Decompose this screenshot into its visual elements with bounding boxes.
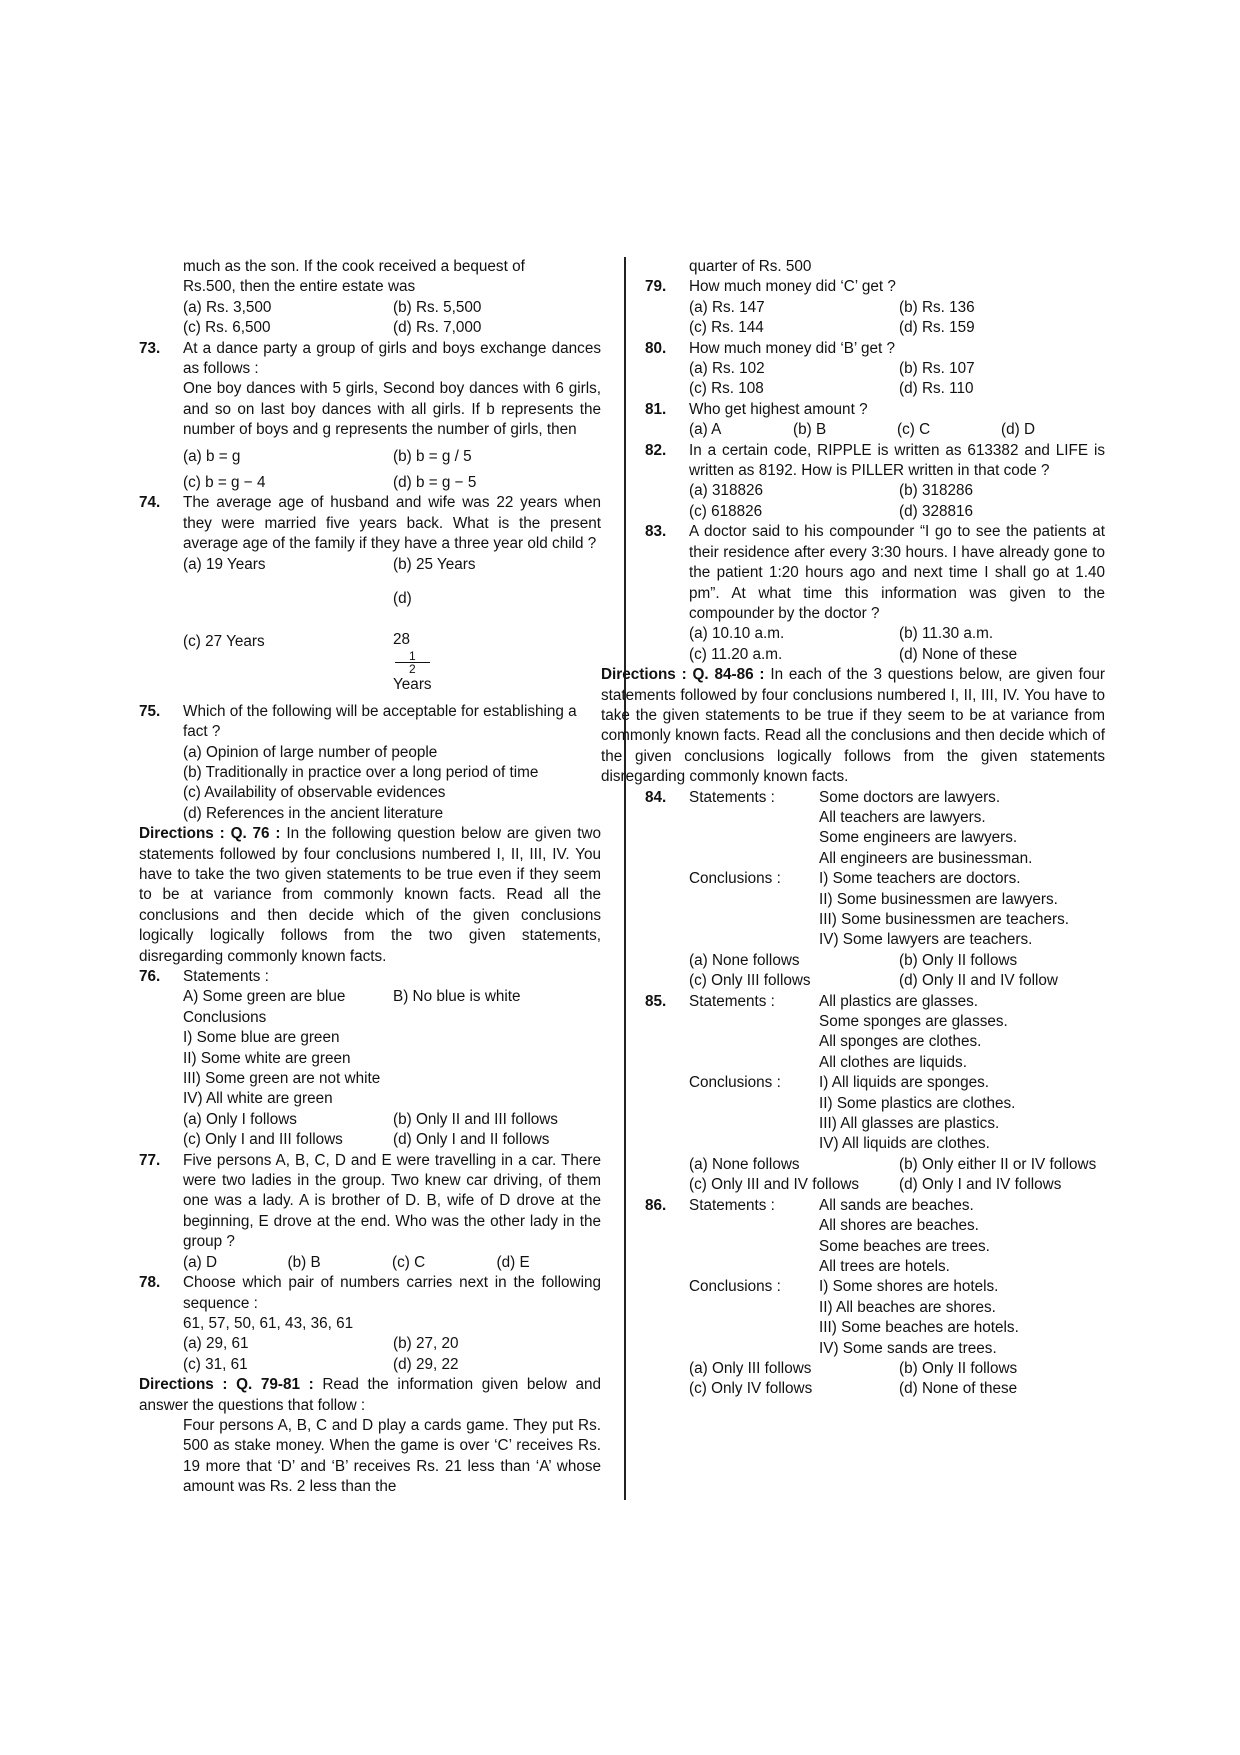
statement-a: A) Some green are blue — [183, 988, 346, 1006]
conclusion: II) Some businessmen are lawyers. — [819, 890, 1058, 908]
option-a: (a) None follows — [689, 1155, 800, 1173]
option-a: (a) None follows — [689, 951, 800, 969]
conclusion: IV) Some lawyers are teachers. — [819, 931, 1033, 949]
option-b: (b) 27, 20 — [393, 1335, 459, 1353]
conclusion: IV) All liquids are clothes. — [819, 1135, 990, 1153]
question-number: 77. — [139, 1151, 161, 1169]
question-number: 73. — [139, 339, 161, 357]
question-number: 74. — [139, 494, 161, 512]
continuation: quarter of Rs. 500 — [689, 258, 812, 275]
option-a: (a) D — [183, 1253, 217, 1271]
conclusion: III) Some businessmen are teachers. — [819, 911, 1069, 928]
option-b: (b) 11.30 a.m. — [899, 625, 994, 643]
conclusions-label: Conclusions : — [689, 1278, 781, 1296]
q72-continuation: much as the son. If the cook received a bequest of Rs.500, then the entire estate was — [183, 258, 525, 296]
option-a: (a) 10.10 a.m. — [689, 625, 785, 643]
question-text: Choose which pair of numbers carries next in the following sequence : — [183, 1274, 601, 1312]
option-a: (a) 19 Years — [183, 555, 266, 573]
statement-b: B) No blue is white — [393, 988, 521, 1006]
option-c: (c) C — [897, 421, 931, 439]
statement: All engineers are businessman. — [819, 849, 1033, 867]
question-number: 79. — [645, 278, 667, 296]
question-77 — [139, 1151, 601, 1253]
option-c: (c) Only III and IV follows — [689, 1176, 860, 1194]
option-b: (b) Only II follows — [899, 951, 1018, 969]
option-a: (a) Rs. 102 — [689, 360, 765, 378]
statements-label: Statements : — [689, 1196, 775, 1214]
option-b: (b) Rs. 5,500 — [393, 298, 482, 316]
option-c: (c) b = g − 4 — [183, 474, 266, 492]
question-number: 80. — [645, 339, 667, 357]
conclusion: IV) Some sands are trees. — [819, 1339, 997, 1357]
question-number: 76. — [139, 968, 161, 985]
option-d: (d) Only I and IV follows — [899, 1176, 1062, 1194]
option-b: (b) Rs. 136 — [899, 298, 975, 316]
q72-options — [139, 298, 601, 318]
option-d: (d) Rs. 110 — [899, 380, 974, 398]
option-a: (a) 29, 61 — [183, 1335, 249, 1353]
option-d: (d) D — [1001, 421, 1035, 439]
option-a: (a) 318826 — [689, 482, 763, 500]
question-text: The average age of husband and wife was 22 years when they were married five years back. What is the present average age of the family if they have a three year old child ? — [183, 494, 601, 553]
question-number: 75. — [139, 702, 161, 720]
statement: Some beaches are trees. — [819, 1237, 990, 1255]
option-c: (c) Only I and III follows — [183, 1131, 343, 1149]
question-text: Five persons A, B, C, D and E were travelling in a car. There were two ladies in the group. Two knew car driving, of them one was a lady. A is brother of D. B, wife of D drove at the beginning, E drove at the end. Who was the other lady in the group ? — [183, 1151, 601, 1251]
option-d: (d) Only II and IV follow — [899, 972, 1058, 990]
question-78 — [139, 1273, 601, 1314]
conclusions-label: Conclusions — [183, 1008, 267, 1026]
conclusion: I) Some blue are green — [183, 1029, 340, 1047]
directions-q76: Directions : Q. 76 : In the following question below are given two statements followed by four conclusions numbered I, II, III, IV. You have to take the two given statements to be true even if they seem to be at variance from commonly known facts. Read all the conclusions and then decide which of the given conclusions logically logically follows from the two given statements, disregarding commonly known facts. — [139, 825, 602, 965]
column-divider — [624, 257, 626, 1500]
option-a: (a) Only I follows — [183, 1110, 297, 1128]
question-82 — [645, 441, 1105, 482]
option-d: (d) None of these — [899, 645, 1018, 663]
question-text: How much money did ‘B’ get ? — [689, 339, 896, 357]
question-80 — [645, 339, 1105, 359]
option-a: (a) Rs. 3,500 — [183, 298, 272, 316]
question-73 — [139, 339, 601, 380]
option-a: (a) Rs. 147 — [689, 298, 765, 316]
conclusion: II) Some plastics are clothes. — [819, 1094, 1016, 1112]
option-b: (b) b = g / 5 — [393, 447, 472, 465]
question-text: At a dance party a group of girls and boys exchange dances as follows : — [183, 339, 601, 378]
conclusion: II) All beaches are shores. — [819, 1298, 996, 1316]
statement: All plastics are glasses. — [819, 992, 978, 1010]
left-column — [139, 257, 601, 1498]
option-d: (d) b = g − 5 — [393, 474, 477, 492]
conclusion: III) Some beaches are hotels. — [819, 1319, 1019, 1337]
q75-options — [139, 743, 601, 825]
directions-q84-86: Directions : Q. 84-86 : In each of the 3 questions below, are given four statements followed by four conclusions numbered I, II, III, IV. You have to take the given statements to be true if they seem to be at variance from commonly known facts. Read all the conclusions and then decide which of the given conclusions logically follows from the given statements disregarding commonly known facts. — [601, 666, 1105, 786]
option-b: (b) Rs. 107 — [899, 360, 975, 378]
statement: All sponges are clothes. — [819, 1033, 982, 1051]
fraction: 1 2 — [395, 650, 430, 675]
option-d: (d) 328816 — [899, 502, 973, 520]
option-a: (a) Only III follows — [689, 1359, 812, 1377]
statement: Some sponges are glasses. — [819, 1013, 1008, 1031]
option-b: (b) B — [287, 1253, 321, 1271]
option-d: (d) References in the ancient literature — [183, 804, 444, 822]
option-d: (d) 29, 22 — [393, 1355, 459, 1373]
option-c: (c) Rs. 108 — [689, 380, 764, 398]
question-76 — [139, 967, 601, 987]
conclusion: I) All liquids are sponges. — [819, 1074, 990, 1092]
question-number: 78. — [139, 1274, 161, 1292]
option-b: (b) 318286 — [899, 482, 973, 500]
right-column — [601, 257, 1105, 1400]
option-a: (a) b = g — [183, 447, 241, 465]
option-a: (a) A — [689, 421, 722, 439]
statements-label: Statements : — [183, 968, 269, 985]
option-c: (c) 618826 — [689, 502, 763, 520]
option-d: (d) None of these — [899, 1380, 1018, 1398]
option-c: (c) Only III follows — [689, 972, 811, 990]
question-81 — [645, 400, 1105, 420]
question-84 — [645, 788, 1105, 870]
option-c: (c) Rs. 144 — [689, 319, 764, 337]
question-number: 85. — [645, 992, 667, 1010]
conclusions-label: Conclusions : — [689, 1074, 781, 1092]
question-75 — [139, 702, 601, 743]
question-text: Which of the following will be acceptable for establishing a fact ? — [183, 702, 577, 741]
statement: All shores are beaches. — [819, 1217, 979, 1235]
option-b: (b) Only II and III follows — [393, 1110, 558, 1128]
option-d: (d) 28 1 2 Years — [393, 590, 432, 694]
sequence: 61, 57, 50, 61, 43, 36, 61 — [183, 1314, 354, 1332]
statement: Some doctors are lawyers. — [819, 788, 1001, 806]
option-c: (c) Rs. 6,500 — [183, 319, 271, 337]
question-83 — [645, 522, 1105, 624]
conclusion: I) Some teachers are doctors. — [819, 870, 1021, 888]
question-text: Who get highest amount ? — [689, 400, 868, 418]
option-b: (b) Only II follows — [899, 1359, 1018, 1377]
question-number: 83. — [645, 523, 667, 541]
question-text: How much money did ‘C’ get ? — [689, 278, 896, 296]
option-c: (c) 31, 61 — [183, 1355, 248, 1373]
statements-label: Statements : — [689, 992, 775, 1010]
directions-q79-81: Directions : Q. 79-81 : Read the information given below and answer the questions that follow : — [139, 1376, 602, 1414]
conclusions-label: Conclusions : — [689, 870, 781, 888]
question-text: In a certain code, RIPPLE is written as 613382 and LIFE is written as 8192. How is PILLER written in that code ? — [689, 441, 1105, 480]
option-b: (b) Traditionally in practice over a long period of time — [183, 763, 539, 781]
question-number: 82. — [645, 441, 667, 459]
question-text: One boy dances with 5 girls, Second boy dances with 6 girls, and so on last boy dances with all girls. If b represents the number of boys and g represents the number of girls, then — [183, 380, 601, 439]
statement: Some engineers are lawyers. — [819, 829, 1018, 847]
conclusion: IV) All white are green — [183, 1090, 333, 1108]
option-b: (b) Only either II or IV follows — [899, 1155, 1097, 1173]
option-a: (a) Opinion of large number of people — [183, 743, 438, 761]
question-85 — [645, 992, 1105, 1074]
option-d: (d) Rs. 159 — [899, 319, 975, 337]
option-c: (c) Only IV follows — [689, 1380, 813, 1398]
question-text: A doctor said to his compounder “I go to see the patients at their residence after every 3:30 hours. I have already gone to the patient 1:20 hours ago and next time I shall go at 1.40 pm”. At what time this information was given to the compounder by the doctor ? — [689, 523, 1105, 622]
statement: All teachers are lawyers. — [819, 808, 986, 826]
conclusion: III) All glasses are plastics. — [819, 1115, 1000, 1133]
option-c: (c) C — [392, 1253, 426, 1271]
statements-label: Statements : — [689, 788, 775, 806]
option-d: (d) Only I and II follows — [393, 1131, 550, 1149]
conclusion: I) Some shores are hotels. — [819, 1278, 999, 1296]
statement: All sands are beaches. — [819, 1196, 974, 1214]
option-c: (c) Availability of observable evidences — [183, 784, 446, 802]
option-d: (d) E — [496, 1253, 530, 1271]
question-number: 84. — [645, 788, 667, 806]
directions-text: Four persons A, B, C and D play a cards game. They put Rs. 500 as stake money. When the game is over ‘C’ receives Rs. 19 more that ‘D’ and ‘B’ receives Rs. 21 less than ‘A’ whose amount was Rs. 2 less than the — [183, 1416, 601, 1496]
conclusion: III) Some green are not white — [183, 1070, 381, 1088]
statement: All clothes are liquids. — [819, 1053, 967, 1071]
question-number: 81. — [645, 400, 667, 418]
option-d: (d) Rs. 7,000 — [393, 319, 482, 337]
conclusion: II) Some white are green — [183, 1049, 351, 1067]
statement: All trees are hotels. — [819, 1257, 950, 1275]
question-86 — [645, 1196, 1105, 1278]
option-b: (b) B — [793, 421, 827, 439]
option-c: (c) 27 Years — [183, 633, 265, 651]
question-number: 86. — [645, 1196, 667, 1214]
option-b: (b) 25 Years — [393, 555, 476, 573]
question-74 — [139, 493, 601, 554]
option-c: (c) 11.20 a.m. — [689, 645, 783, 663]
question-79 — [645, 277, 1105, 297]
